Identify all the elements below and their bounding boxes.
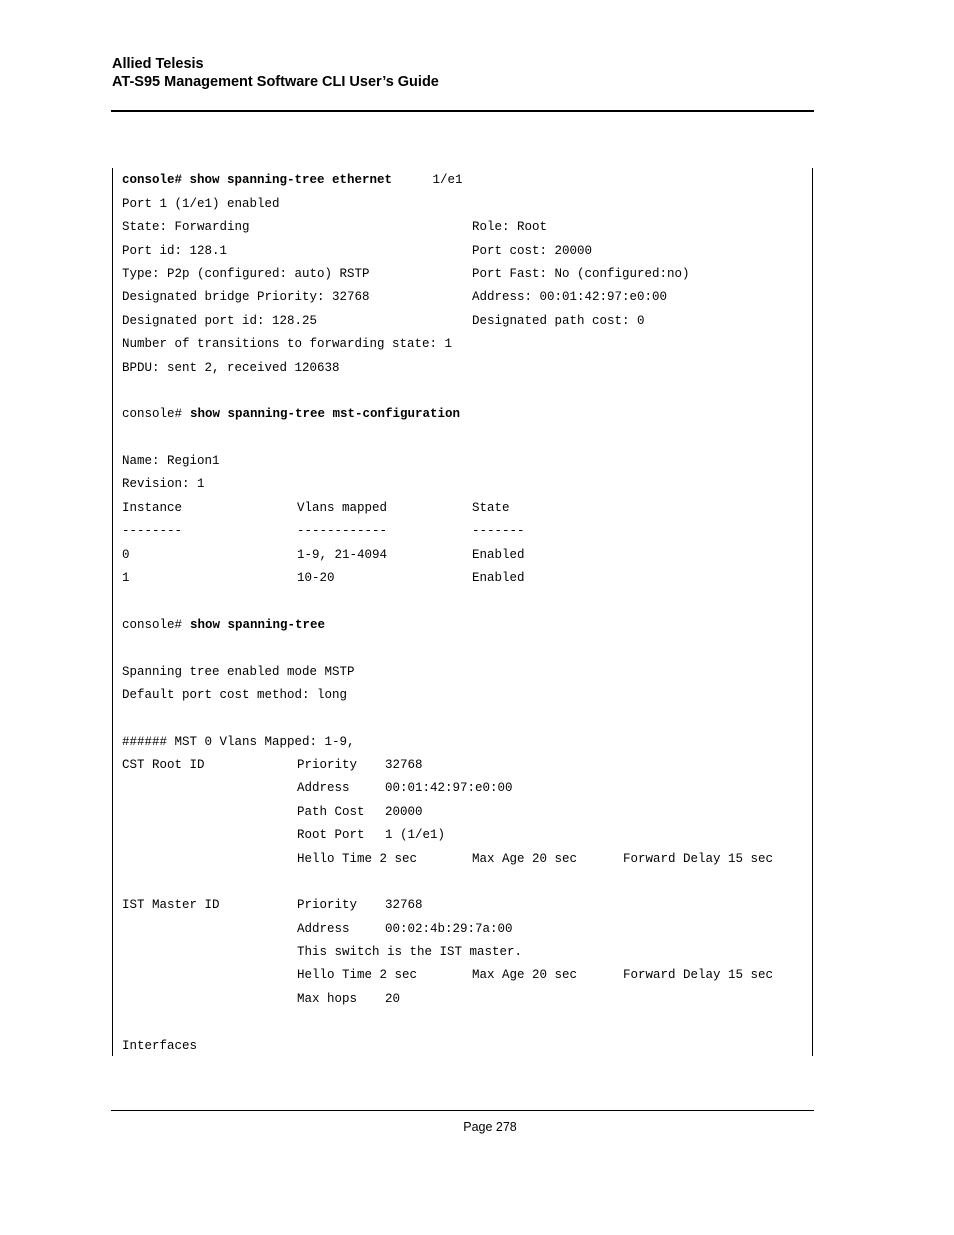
cli-line xyxy=(122,778,807,798)
cli-text-segment: 32768 xyxy=(385,758,423,772)
cli-text-segment: Designated bridge Priority: 32768 xyxy=(122,290,370,304)
cli-text-segment: Spanning tree enabled mode MSTP xyxy=(122,665,355,679)
cli-text-segment: show spanning-tree mst-configuration xyxy=(190,407,461,421)
cli-text-segment: State xyxy=(472,501,510,515)
cli-text-segment: 1 (1/e1) xyxy=(385,828,446,842)
cli-line xyxy=(122,895,807,915)
cli-line xyxy=(122,217,807,237)
cli-line xyxy=(122,170,807,190)
cli-text-segment: Root Port xyxy=(297,828,365,842)
cli-text-segment: Enabled xyxy=(472,548,525,562)
cli-line xyxy=(122,404,807,424)
cli-text-segment: 00:01:42:97:e0:00 xyxy=(385,781,513,795)
cli-text-segment: 1/e1 xyxy=(425,173,463,187)
cli-text-segment: show spanning-tree xyxy=(190,618,326,632)
cli-text-segment: Role: Root xyxy=(472,220,548,234)
document-title: AT-S95 Management Software CLI User’s Guide xyxy=(112,74,439,90)
company-name: Allied Telesis xyxy=(112,56,204,72)
cli-text-segment: -------- xyxy=(122,524,183,538)
cli-text-segment: console# show spanning-tree ethernet xyxy=(122,173,393,187)
cli-text-segment: Instance xyxy=(122,501,183,515)
cli-text-segment: 1-9, 21-4094 xyxy=(297,548,388,562)
cli-line xyxy=(122,615,807,635)
cli-line xyxy=(122,451,807,471)
cli-text-segment: Hello Time 2 sec xyxy=(297,852,418,866)
cli-text-segment: Revision: 1 xyxy=(122,477,205,491)
cli-text-segment: Name: Region1 xyxy=(122,454,220,468)
cli-line xyxy=(122,545,807,565)
cli-text-segment: This switch is the IST master. xyxy=(297,945,523,959)
cli-text-segment: console# xyxy=(122,618,183,632)
cli-line xyxy=(122,732,807,752)
page-number: Page 278 xyxy=(463,1120,517,1134)
cli-line xyxy=(122,685,807,705)
cli-text-segment: Designated path cost: 0 xyxy=(472,314,645,328)
cli-text-segment: console# xyxy=(122,407,183,421)
cli-text-segment: 1 xyxy=(122,571,130,585)
cli-line xyxy=(122,919,807,939)
cli-line xyxy=(122,989,807,1009)
cli-text-segment: CST Root ID xyxy=(122,758,205,772)
cli-text-segment: Max hops xyxy=(297,992,358,1006)
cli-text-segment: Priority xyxy=(297,758,358,772)
cli-text-segment: Port id: 128.1 xyxy=(122,244,228,258)
cli-line xyxy=(122,311,807,331)
cli-line xyxy=(122,1036,807,1056)
cli-text-segment: 00:02:4b:29:7a:00 xyxy=(385,922,513,936)
cli-text-segment: Port Fast: No (configured:no) xyxy=(472,267,690,281)
code-frame-right-border xyxy=(812,168,813,1056)
cli-line xyxy=(122,521,807,541)
cli-text-segment: ------------ xyxy=(297,524,388,538)
document-header xyxy=(112,55,439,91)
cli-line xyxy=(122,287,807,307)
cli-text-segment: 20000 xyxy=(385,805,423,819)
cli-text-segment: Enabled xyxy=(472,571,525,585)
cli-text-segment: Designated port id: 128.25 xyxy=(122,314,318,328)
cli-line xyxy=(122,241,807,261)
cli-text-segment: Hello Time 2 sec xyxy=(297,968,418,982)
cli-text-segment: Forward Delay 15 sec xyxy=(623,852,774,866)
footer-rule xyxy=(111,1110,814,1111)
cli-line xyxy=(122,568,807,588)
cli-text-segment: Address xyxy=(297,922,350,936)
cli-text-segment: 20 xyxy=(385,992,401,1006)
cli-line xyxy=(122,264,807,284)
cli-text-segment: ###### MST 0 Vlans Mapped: 1-9, xyxy=(122,735,355,749)
cli-text-segment: Address: 00:01:42:97:e0:00 xyxy=(472,290,668,304)
cli-text-segment: Path Cost xyxy=(297,805,365,819)
cli-text-segment: Address xyxy=(297,781,350,795)
cli-text-segment: Forward Delay 15 sec xyxy=(623,968,774,982)
cli-text-segment: 10-20 xyxy=(297,571,335,585)
cli-text-segment: IST Master ID xyxy=(122,898,220,912)
cli-text-segment: Interfaces xyxy=(122,1039,198,1053)
cli-text-segment: Port cost: 20000 xyxy=(472,244,593,258)
cli-line xyxy=(122,662,807,682)
header-rule xyxy=(111,110,814,112)
cli-line xyxy=(122,965,807,985)
cli-line xyxy=(122,755,807,775)
cli-text-segment: Priority xyxy=(297,898,358,912)
cli-line xyxy=(122,942,807,962)
code-frame-left-border xyxy=(112,168,113,1056)
cli-line xyxy=(122,334,807,354)
cli-line xyxy=(122,358,807,378)
cli-text-segment: 0 xyxy=(122,548,130,562)
cli-text-segment: Port 1 (1/e1) enabled xyxy=(122,197,280,211)
cli-line xyxy=(122,825,807,845)
cli-line xyxy=(122,802,807,822)
cli-text-segment: State: Forwarding xyxy=(122,220,250,234)
cli-line xyxy=(122,498,807,518)
cli-text-segment: Default port cost method: long xyxy=(122,688,348,702)
cli-line xyxy=(122,474,807,494)
cli-text-segment: Max Age 20 sec xyxy=(472,852,578,866)
cli-text-segment: Vlans mapped xyxy=(297,501,388,515)
cli-text-segment: BPDU: sent 2, received 120638 xyxy=(122,361,340,375)
cli-line xyxy=(122,849,807,869)
cli-text-segment: Type: P2p (configured: auto) RSTP xyxy=(122,267,370,281)
cli-text-segment: Max Age 20 sec xyxy=(472,968,578,982)
cli-text-segment: Number of transitions to forwarding state: 1 xyxy=(122,337,453,351)
cli-line xyxy=(122,194,807,214)
cli-text-segment: ------- xyxy=(472,524,525,538)
cli-text-segment: 32768 xyxy=(385,898,423,912)
